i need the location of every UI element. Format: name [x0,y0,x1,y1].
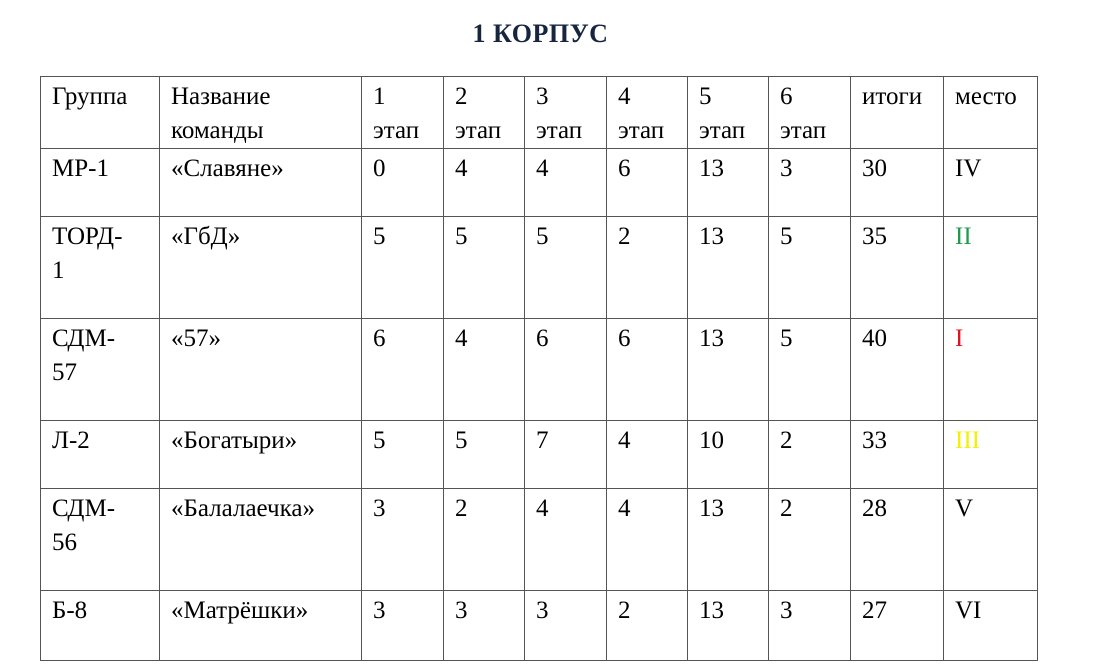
header-team: Название команды [160,77,362,149]
stage-6-cell: 5 [769,319,851,421]
stage-3-cell: 6 [525,319,607,421]
group-cell: МР-1 [41,149,160,217]
place-cell: I [944,319,1038,421]
header-stage-4: 4 этап [607,77,688,149]
stage-1-cell: 5 [362,421,444,489]
stage-5-cell: 13 [688,591,769,661]
team-cell: «ГбД» [160,217,362,319]
group-cell: ТОРД- 1 [41,217,160,319]
stage-2-cell: 2 [444,489,525,591]
table-row [41,217,1038,319]
total-cell: 27 [851,591,944,661]
header-row [41,77,1038,149]
stage-1-cell: 6 [362,319,444,421]
stage-1-cell: 3 [362,489,444,591]
stage-2-cell: 4 [444,149,525,217]
stage-3-cell: 4 [525,489,607,591]
stage-4-cell: 4 [607,421,688,489]
group-cell: Л-2 [41,421,160,489]
place-cell: III [944,421,1038,489]
stage-4-cell: 2 [607,591,688,661]
stage-2-cell: 5 [444,217,525,319]
header-stage-6: 6 этап [769,77,851,149]
table-row [41,591,1038,661]
place-cell: V [944,489,1038,591]
stage-3-cell: 3 [525,591,607,661]
stage-6-cell: 3 [769,149,851,217]
stage-4-cell: 4 [607,489,688,591]
team-cell: «Балалаечка» [160,489,362,591]
group-cell: СДМ- 57 [41,319,160,421]
stage-2-cell: 5 [444,421,525,489]
place-cell: VI [944,591,1038,661]
table-row [41,489,1038,591]
stage-2-cell: 3 [444,591,525,661]
total-cell: 30 [851,149,944,217]
stage-6-cell: 2 [769,421,851,489]
total-cell: 28 [851,489,944,591]
stage-4-cell: 6 [607,319,688,421]
total-cell: 35 [851,217,944,319]
stage-5-cell: 13 [688,319,769,421]
stage-5-cell: 13 [688,149,769,217]
stage-4-cell: 2 [607,217,688,319]
stage-2-cell: 4 [444,319,525,421]
stage-5-cell: 10 [688,421,769,489]
header-stage-1: 1 этап [362,77,444,149]
place-cell: IV [944,149,1038,217]
header-stage-3: 3 этап [525,77,607,149]
stage-1-cell: 0 [362,149,444,217]
team-cell: «Славяне» [160,149,362,217]
stage-3-cell: 5 [525,217,607,319]
table-row [41,421,1038,489]
stage-1-cell: 5 [362,217,444,319]
results-table [40,76,1038,661]
header-group: Группа [41,77,160,149]
team-cell: «Матрёшки» [160,591,362,661]
stage-3-cell: 7 [525,421,607,489]
table-row [41,319,1038,421]
stage-3-cell: 4 [525,149,607,217]
header-total: итоги [851,77,944,149]
header-stage-5: 5 этап [688,77,769,149]
stage-5-cell: 13 [688,217,769,319]
stage-1-cell: 3 [362,591,444,661]
group-cell: СДМ- 56 [41,489,160,591]
header-place: место [944,77,1038,149]
stage-4-cell: 6 [607,149,688,217]
total-cell: 40 [851,319,944,421]
stage-6-cell: 2 [769,489,851,591]
group-cell: Б-8 [41,591,160,661]
stage-5-cell: 13 [688,489,769,591]
place-cell: II [944,217,1038,319]
team-cell: «57» [160,319,362,421]
stage-6-cell: 3 [769,591,851,661]
stage-6-cell: 5 [769,217,851,319]
table-row [41,149,1038,217]
team-cell: «Богатыри» [160,421,362,489]
total-cell: 33 [851,421,944,489]
header-stage-2: 2 этап [444,77,525,149]
page-title: 1 КОРПУС [472,19,609,48]
